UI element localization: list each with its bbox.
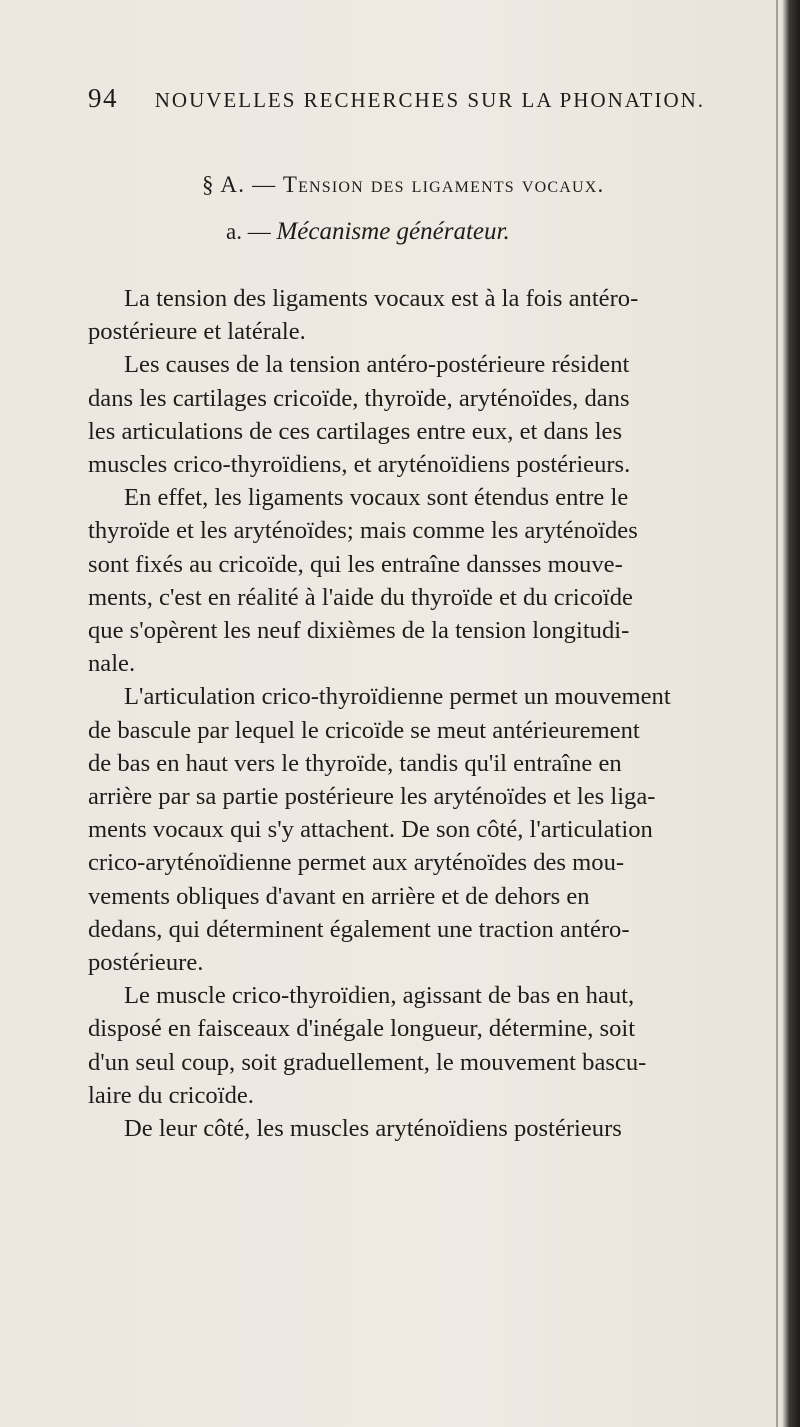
paragraph xyxy=(88,282,764,348)
section-title xyxy=(202,172,604,198)
text-line: L'articulation crico-thyroïdienne permet un mouvement xyxy=(124,683,671,711)
text-line: d'un seul coup, soit graduellement, le mouvement bascu- xyxy=(88,1048,647,1076)
paragraph xyxy=(88,680,764,979)
text-line: postérieure. xyxy=(88,949,204,977)
paragraph xyxy=(88,1112,764,1145)
page-edge-shadow xyxy=(782,0,800,1427)
page-edge-shadow-line xyxy=(776,0,778,1427)
body-text xyxy=(88,282,764,1145)
text-line: les articulations de ces cartilages entre eux, et dans les xyxy=(88,417,623,445)
subsection-title xyxy=(226,218,510,246)
text-line: La tension des ligaments vocaux est à la fois antéro- xyxy=(124,285,639,312)
text-line: crico-aryténoïdienne permet aux aryténoïdes des mou- xyxy=(88,849,625,877)
text-line: thyroïde et les aryténoïdes; mais comme les aryténoïdes xyxy=(88,517,638,545)
text-line: Le muscle crico-thyroïdien, agissant de bas en haut, xyxy=(124,982,635,1010)
text-line: muscles crico-thyroïdiens, et aryténoïdiens postérieurs. xyxy=(88,451,631,479)
text-line: de bascule par lequel le cricoïde se meut antérieurement xyxy=(88,716,640,744)
text-line: ments vocaux qui s'y attachent. De son côté, l'articulation xyxy=(88,816,653,844)
text-line: que s'opèrent les neuf dixièmes de la tension longitudi- xyxy=(88,617,630,645)
running-header xyxy=(88,84,728,114)
paragraph xyxy=(88,979,764,1112)
text-line: arrière par sa partie postérieure les aryténoïdes et les liga- xyxy=(88,783,656,811)
text-line: postérieure et latérale. xyxy=(88,318,306,346)
text-line: laire du cricoïde. xyxy=(88,1081,254,1109)
text-line: nale. xyxy=(88,650,136,678)
subsection-title-text: Mécanisme générateur. xyxy=(276,218,510,245)
text-line: sont fixés au cricoïde, qui les entraîne dansses mouve- xyxy=(88,550,623,578)
text-line: dedans, qui déterminent également une traction antéro- xyxy=(88,915,630,943)
paragraph xyxy=(88,481,764,680)
paragraph xyxy=(88,348,764,481)
text-line: En effet, les ligaments vocaux sont étendus entre le xyxy=(124,484,629,512)
running-title: NOUVELLES RECHERCHES SUR LA PHONATION. xyxy=(154,88,706,112)
text-line: dans les cartilages cricoïde, thyroïde, aryténoïdes, dans xyxy=(88,384,630,412)
text-line: ments, c'est en réalité à l'aide du thyroïde et du cricoïde xyxy=(88,583,633,611)
subsection-label: a. — xyxy=(226,219,271,244)
page-number: 94 xyxy=(88,83,118,113)
section-title-text: § A. — Tension des ligaments vocaux. xyxy=(202,172,605,197)
text-line: disposé en faisceaux d'inégale longueur, détermine, soit xyxy=(88,1015,636,1043)
text-line: Les causes de la tension antéro-postérieure résident xyxy=(124,351,630,379)
text-line: De leur côté, les muscles aryténoïdiens postérieurs xyxy=(124,1115,622,1143)
text-line: vements obliques d'avant en arrière et de dehors en xyxy=(88,882,590,910)
text-line: de bas en haut vers le thyroïde, tandis qu'il entraîne en xyxy=(88,749,622,777)
